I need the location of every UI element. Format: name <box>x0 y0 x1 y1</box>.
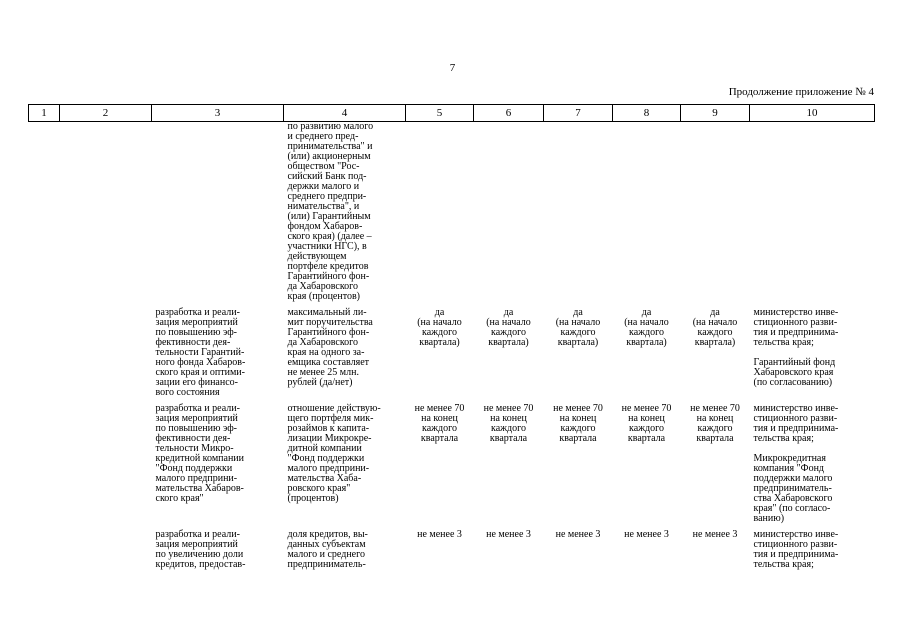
activity-cell <box>152 122 284 309</box>
responsible-cell <box>750 404 875 530</box>
value-cell: не менее 70 на конец каждого квартала <box>690 403 740 444</box>
column-header: 5 <box>406 105 474 122</box>
table-row <box>29 404 875 530</box>
column-header: 9 <box>681 105 750 122</box>
table-row <box>29 530 875 576</box>
column-header: 7 <box>544 105 613 122</box>
column-header: 3 <box>152 105 284 122</box>
value-cell: да (на начало каждого квартала) <box>417 307 462 348</box>
column-number-row <box>29 105 875 122</box>
column-header: 10 <box>750 105 875 122</box>
activity-cell: разработка и реали- зация мероприятий по повышению эф- фективности дея- тельности Гарантий- ного фонда Хабаров- ского края и оптими- зации его финансо- вого состояния <box>155 307 246 398</box>
responsible-cell <box>750 122 875 309</box>
responsible-primary: министерство инве- стиционного разви- тия и предпринима- тельства края; <box>753 307 839 348</box>
value-cell <box>681 122 750 309</box>
page-number: 7 <box>449 62 456 74</box>
column-header: 4 <box>284 105 406 122</box>
value-cell: не менее 3 <box>624 529 669 540</box>
value-cell: не менее 70 на конец каждого квартала <box>483 403 534 444</box>
value-cell: не менее 70 на конец каждого квартала <box>414 403 465 444</box>
indicator-cell: максимальный ли- мит поручительства Гарантийного фон- да Хабаровского края на одного за- емщика составляет не менее 25 млн. рублей (да/нет) <box>287 307 373 388</box>
responsible-cell <box>750 530 875 576</box>
value-cell: не менее 3 <box>555 529 601 540</box>
responsible-secondary: Гарантийный фонд Хабаровского края (по согласованию) <box>753 357 836 388</box>
indicator-cell: доля кредитов, вы- данных субъектам малого и среднего предприниматель- <box>287 529 368 570</box>
value-cell <box>613 122 681 309</box>
value-cell <box>406 122 474 309</box>
value-cell: не менее 3 <box>692 529 738 540</box>
column-header: 2 <box>60 105 152 122</box>
indicator-cell: по развитию малого и среднего пред- принимательства" и (или) акционерным обществом "Рос- сийский Банк под- держки малого и среднего предпри- нимательства", и (или) Гарантийным фондом Хабаров- ского края) (далее – участники НГС), в действующем портфеле кредитов Гарантийного фон- да Хабаровского края (процентов) <box>287 121 374 302</box>
responsible-primary: министерство инве- стиционного разви- тия и предпринима- тельства края; <box>753 403 839 444</box>
column-header: 6 <box>474 105 544 122</box>
value-cell: не менее 3 <box>486 529 531 540</box>
value-cell: да (на начало каждого квартала) <box>624 307 669 348</box>
responsible-secondary: Микрокредитная компания "Фонд поддержки малого предприниматель- ства Хабаровского края" (по согласо- ванию) <box>753 453 833 524</box>
column-header: 8 <box>613 105 681 122</box>
column-header: 1 <box>29 105 60 122</box>
indicator-cell: отношение действую- щего портфеля мик- розаймов к капита- лизации Микрокре- дитной компании "Фонд поддержки малого предприни- мательства Хаба- ровского края" (процентов) <box>287 403 381 504</box>
continuation-caption: Продолжение приложение № 4 <box>728 86 874 98</box>
value-cell <box>474 122 544 309</box>
responsible-cell <box>750 308 875 404</box>
appendix-table <box>28 104 875 576</box>
value-cell: да (на начало каждого квартала) <box>486 307 531 348</box>
activity-cell: разработка и реали- зация мероприятий по повышению эф- фективности дея- тельности Микро- кредитной компании "Фонд поддержки малого предприни- мательства Хабаров- ского края" <box>155 403 245 504</box>
activity-cell: разработка и реали- зация мероприятий по увеличению доли кредитов, предостав- <box>155 529 246 570</box>
value-cell: не менее 3 <box>417 529 462 540</box>
responsible-primary: министерство инве- стиционного разви- тия и предпринима- тельства края; <box>753 529 839 570</box>
value-cell: не менее 70 на конец каждого квартала <box>553 403 603 444</box>
value-cell <box>544 122 613 309</box>
value-cell: да (на начало каждого квартала) <box>692 307 738 348</box>
table-row <box>29 122 875 309</box>
value-cell: да (на начало каждого квартала) <box>555 307 601 348</box>
table-row <box>29 308 875 404</box>
value-cell: не менее 70 на конец каждого квартала <box>621 403 672 444</box>
